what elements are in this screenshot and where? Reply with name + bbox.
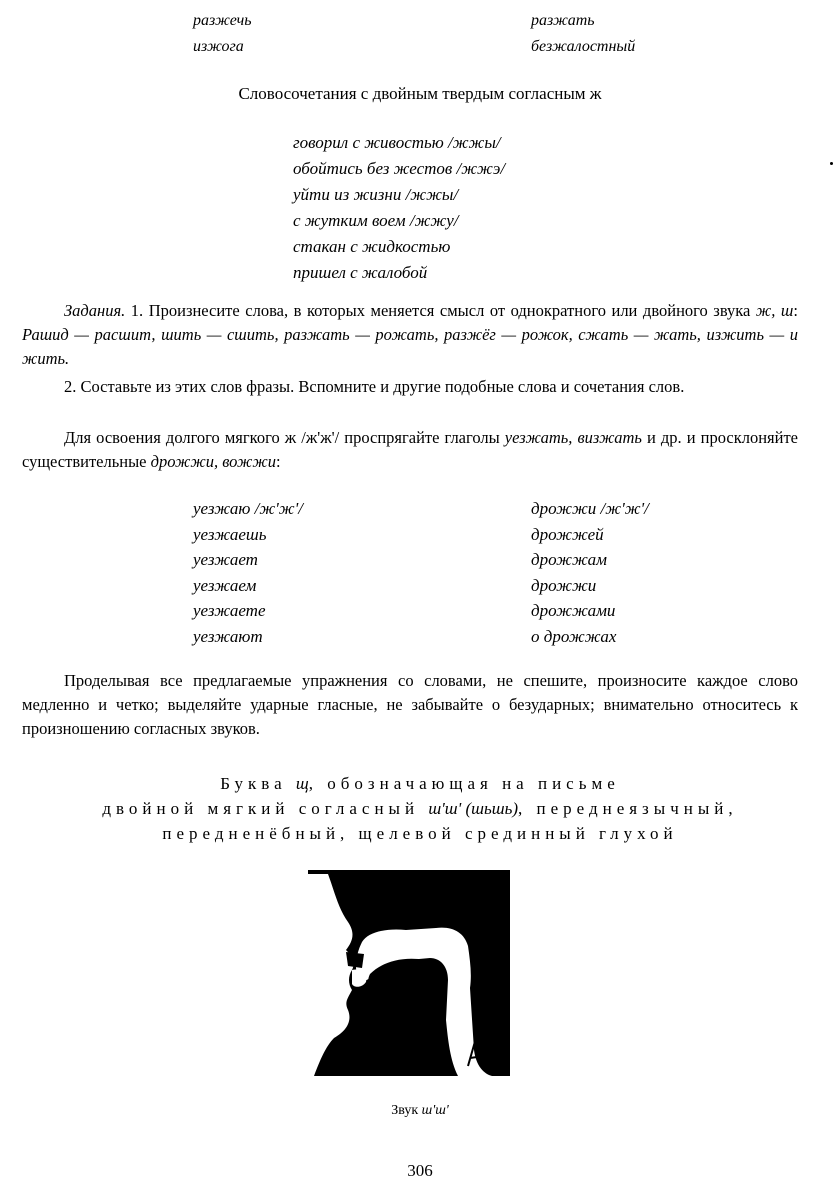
task-2-paragraph: 2. Составьте из этих слов фразы. Вспомните и другие подобные слова и сочетания слов. <box>64 377 685 396</box>
page-number: 306 <box>407 1161 433 1180</box>
articulation-svg <box>308 870 510 1076</box>
verb-form: уезжаете <box>193 601 266 620</box>
task-1-colon: : <box>793 301 798 320</box>
noun-form: дрожжей <box>531 524 604 544</box>
phrase-item: с жутким воем /жжу/ <box>293 211 459 230</box>
word-right-1: разжать <box>531 12 595 29</box>
task-1-letters: ж, ш <box>755 301 794 320</box>
phrase-list <box>293 130 505 286</box>
verb-form: уезжаю /ж'ж'/ <box>193 499 303 518</box>
noun-form: дрожжи /ж'ж'/ <box>531 499 649 518</box>
section-heading: Словосочетания с двойным твердым согласным ж <box>238 84 602 103</box>
word-left-1: разжечь <box>193 12 252 29</box>
word-right-2: безжалостный <box>531 38 636 55</box>
verb-form: уезжаем <box>193 575 257 595</box>
upper-teeth <box>346 952 364 968</box>
letter-heading-line-2 <box>0 797 840 821</box>
noun-form: дрожжам <box>531 550 607 569</box>
lh2-b: , переднеязычный, <box>517 799 738 818</box>
instr-part-a: Для освоения долгого мягкого ж /ж'ж'/ проспрягайте глаголы <box>64 428 505 447</box>
caption-sound: ш'ш' <box>421 1103 449 1118</box>
word-left-2: изжога <box>193 38 244 55</box>
advice-paragraph: Проделывая все предлагаемые упражнения со словами, не спешите, произносите каждое слово медленно и четко; выделяйте ударные гласные, не забывайте о безударных; внимательно относитесь к произношению согласных звуков. <box>22 671 798 738</box>
lh2-a: двойной мягкий согласный <box>102 799 429 818</box>
instruction-paragraph <box>22 426 798 474</box>
noun-declension-list <box>531 496 649 649</box>
task-1-paragraph <box>22 299 798 371</box>
lh1-b: , обозначающая на письме <box>308 774 620 793</box>
instr-part-c: : <box>275 452 281 471</box>
articulation-diagram <box>308 870 510 1076</box>
phrase-item: уйти из жизни /жжы/ <box>293 185 459 204</box>
phrase-item: говорил с живостью /жжы/ <box>293 133 501 152</box>
verb-conjugation-list <box>193 496 303 649</box>
task-1-text: 1. Произнесите слова, в которых меняется смысл от однократного или двойного звука <box>125 301 756 320</box>
phrase-item: стакан с жидкостью <box>293 237 451 256</box>
tasks-label: Задания. <box>64 301 126 320</box>
phrase-item: пришел с жалобой <box>293 263 428 282</box>
noun-form: дрожжи <box>531 575 597 595</box>
instr-nouns: дрожжи, вожжи <box>150 452 276 471</box>
lh1-a: Буква <box>220 774 296 793</box>
verb-form: уезжают <box>193 626 263 646</box>
letter-heading-line-3: передненёбный, щелевой срединный глухой <box>162 824 678 843</box>
noun-form: о дрожжах <box>531 626 617 646</box>
instr-verbs: уезжать, визжать <box>504 428 642 447</box>
lh2-sound: ш'ш' (шьшь) <box>428 799 518 818</box>
task-1-words: Рашид — расшит, шить — сшить, разжать — рожать, разжёг — рожок, сжать — жать, изжить — и жить. <box>22 325 798 368</box>
letter-heading-line-1 <box>0 772 840 796</box>
lh1-letter: щ <box>295 774 309 793</box>
instr-part-b: и др. и просклоняйте существительные <box>22 428 798 471</box>
verb-form: уезжает <box>193 550 258 569</box>
figure-caption <box>0 1103 840 1119</box>
caption-text: Звук <box>391 1103 422 1118</box>
verb-form: уезжаешь <box>193 524 267 544</box>
scan-speck <box>830 162 833 165</box>
noun-form: дрожжами <box>531 601 616 620</box>
phrase-item: обойтись без жестов /жжэ/ <box>293 159 506 178</box>
